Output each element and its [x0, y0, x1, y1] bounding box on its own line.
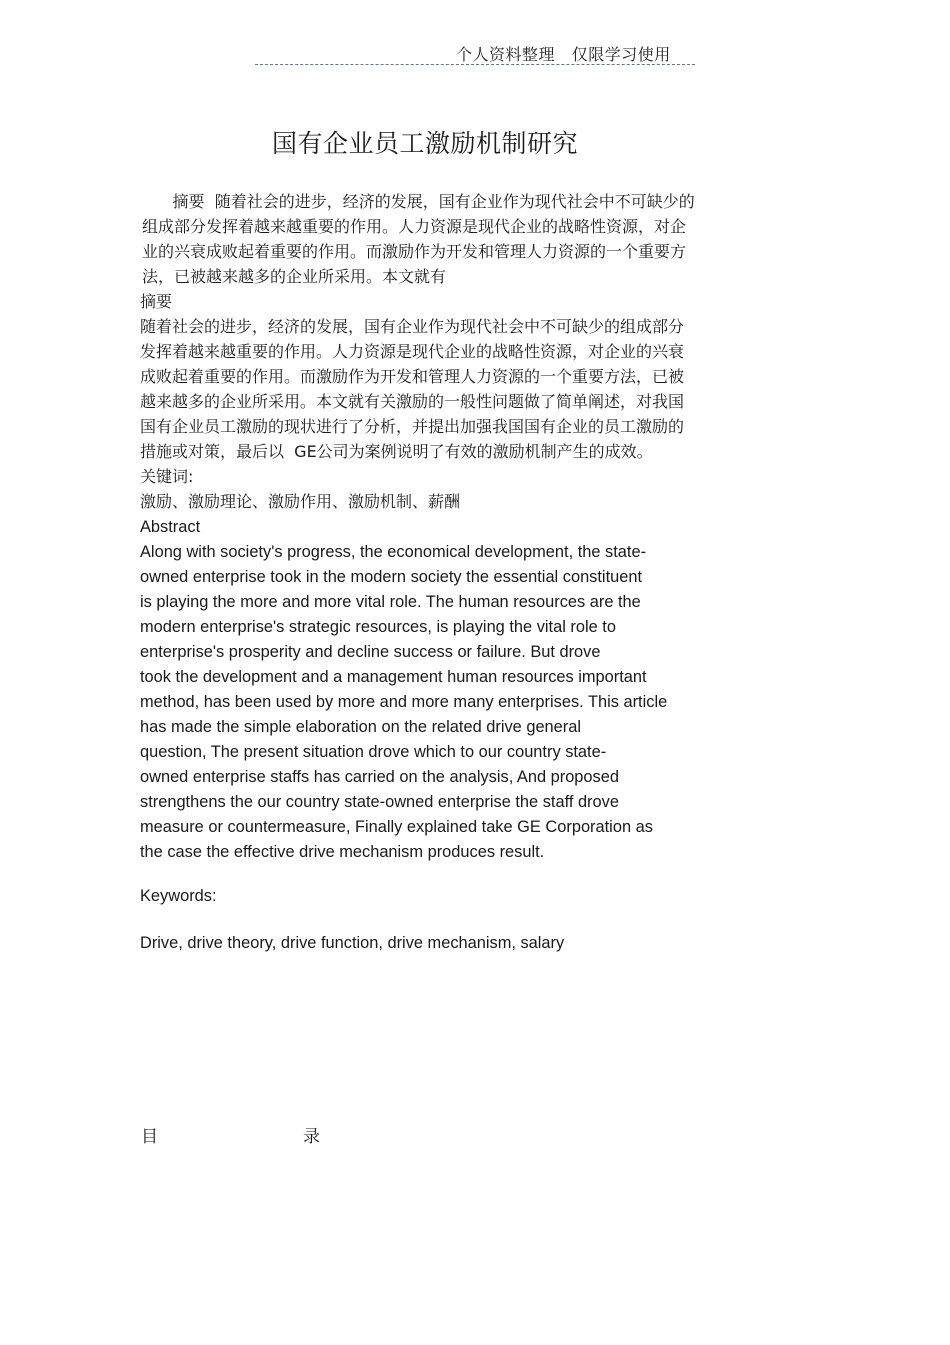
abstract-en-line: the case the effective drive mechanism produces result. — [140, 843, 545, 861]
abstract-en-line: question, The present situation drove which to our country state- — [140, 743, 607, 761]
keywords-en: Drive, drive theory, drive function, drive mechanism, salary — [140, 934, 565, 952]
abstract-cn-line: 措施或对策，最后以 GE公司为案例说明了有效的激励机制产生的成效。 — [140, 442, 653, 461]
abstract-en-line: method, has been used by more and more many enterprises. This article — [140, 693, 668, 711]
abstract-en-line: enterprise's prosperity and decline success or failure. But drove — [140, 643, 601, 661]
document-title: 国有企业员工激励机制研究 — [272, 129, 579, 158]
header-rule — [255, 64, 695, 65]
abstract-cn-line: 越来越多的企业所采用。本文就有关激励的一般性问题做了简单阐述，对我国 — [140, 392, 685, 411]
toc-heading-right: 录 — [303, 1127, 320, 1147]
abstract-en-line: strengthens the our country state-owned enterprise the staff drove — [140, 793, 619, 811]
summary-intro — [142, 189, 782, 289]
abstract-en-line: took the development and a management human resources important — [140, 668, 647, 686]
keywords-en-label: Keywords: — [140, 887, 217, 905]
summary-line: 组成部分发挥着越来越重要的作用。人力资源是现代企业的战略性资源，对企 — [142, 217, 687, 236]
keywords-cn-label: 关键词: — [140, 467, 194, 486]
abstract-cn — [140, 289, 780, 514]
abstract-en-line: has made the simple elaboration on the related drive general — [140, 718, 582, 736]
keywords-cn: 激励、激励理论、激励作用、激励机制、薪酬 — [140, 492, 461, 511]
abstract-cn-line: 成败起着重要的作用。而激励作为开发和管理人力资源的一个重要方法，已被 — [140, 367, 685, 386]
abstract-en-line: measure or countermeasure, Finally explained take GE Corporation as — [140, 818, 653, 836]
toc-heading-left: 目 — [141, 1127, 158, 1147]
abstract-cn-line: 国有企业员工激励的现状进行了分析，并提出加强我国国有企业的员工激励的 — [140, 417, 685, 436]
abstract-en-heading: Abstract — [140, 518, 201, 536]
abstract-cn-heading: 摘要 — [140, 292, 173, 311]
abstract-en-line: owned enterprise took in the modern society the essential constituent — [140, 568, 643, 586]
abstract-en-line: modern enterprise's strategic resources, is playing the vital role to — [140, 618, 616, 636]
summary-line: 摘要 随着社会的进步，经济的发展，国有企业作为现代社会中不可缺少的 — [142, 192, 695, 211]
abstract-en-line: is playing the more and more vital role. The human resources are the — [140, 593, 641, 611]
abstract-cn-line: 随着社会的进步，经济的发展，国有企业作为现代社会中不可缺少的组成部分 — [140, 317, 685, 336]
abstract-cn-line: 发挥着越来越重要的作用。人力资源是现代企业的战略性资源，对企业的兴衰 — [140, 342, 685, 361]
abstract-en-line: Along with society's progress, the economical development, the state- — [140, 543, 647, 561]
summary-line: 法，已被越来越多的企业所采用。本文就有 — [142, 267, 447, 286]
abstract-en — [140, 515, 760, 865]
abstract-en-line: owned enterprise staffs has carried on the analysis, And proposed — [140, 768, 619, 786]
summary-line: 业的兴衰成败起着重要的作用。而激励作为开发和管理人力资源的一个重要方 — [142, 242, 687, 261]
header-note: 个人资料整理 仅限学习使用 — [456, 45, 671, 64]
